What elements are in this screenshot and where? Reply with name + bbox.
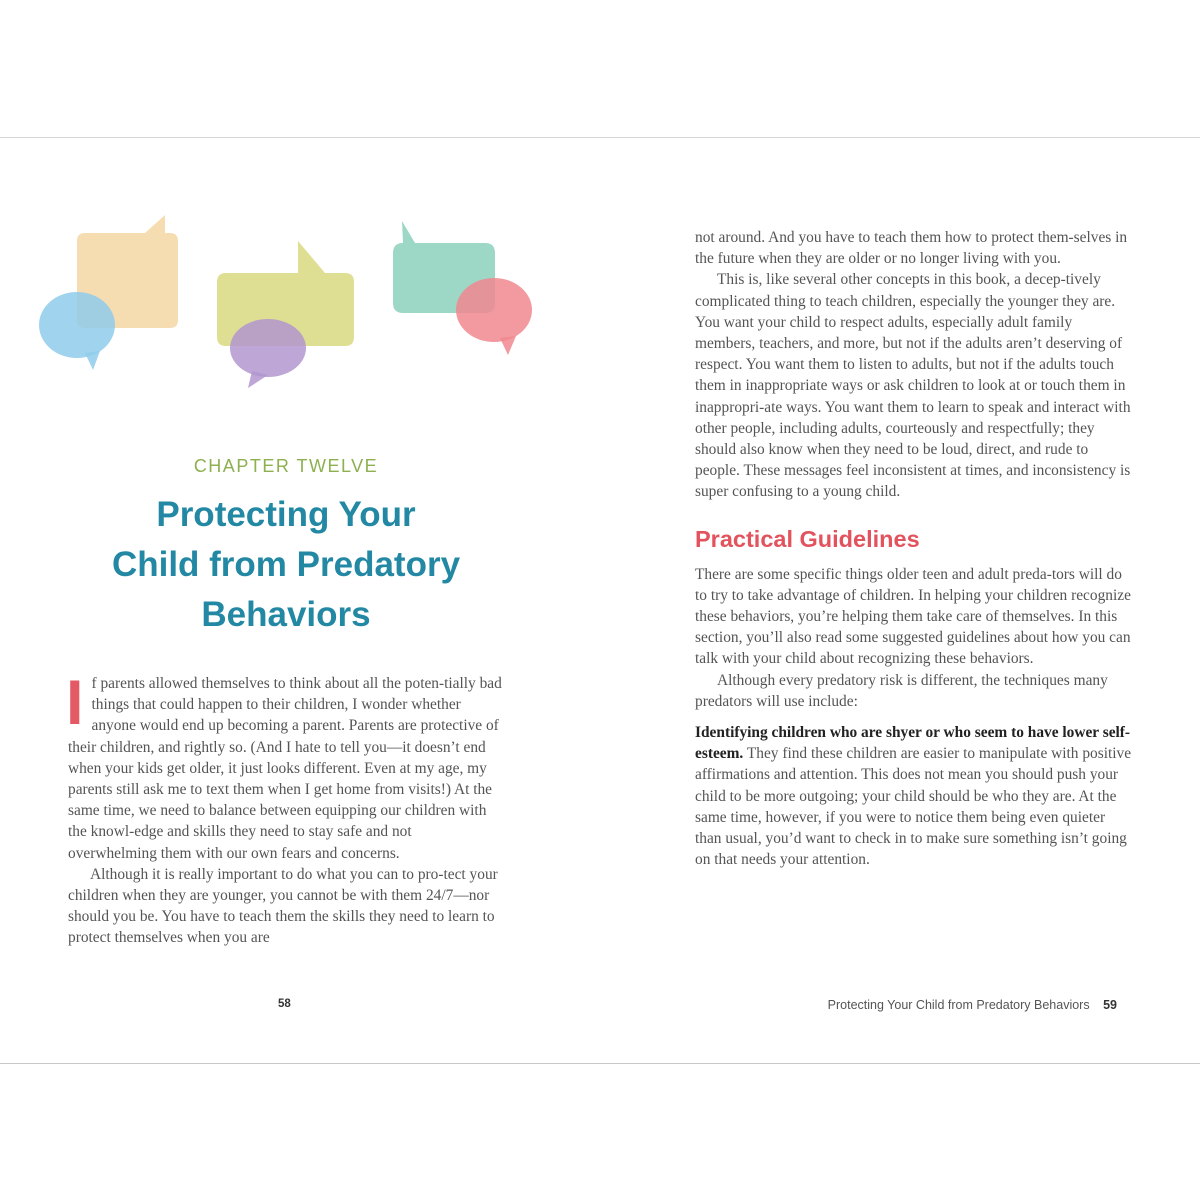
left-page	[0, 138, 600, 1063]
running-head	[828, 998, 1117, 1012]
page-number: 59	[1103, 998, 1117, 1012]
chapter-title-line: Behaviors	[201, 595, 371, 634]
left-body-text	[66, 668, 504, 949]
purple-speech-bubble	[230, 319, 306, 377]
drop-cap: I	[66, 668, 84, 738]
chapter-title-line: Protecting Your	[156, 495, 416, 534]
running-head-title: Protecting Your Child from Predatory Behaviors	[827, 998, 1090, 1012]
chapter-title	[60, 490, 512, 640]
blue-speech-bubble	[39, 292, 115, 358]
paragraph: There are some specific things older teen and adult preda-tors will do to try to take advantage of children. In helping your children recognize these behaviors, you’re helping them take care of themselves. In this section, you’ll also read some suggested guidelines about how you can talk with your child about recognizing these behaviors.	[695, 565, 1131, 668]
chapter-title-line: Child from Predatory	[111, 545, 461, 584]
chapter-label: CHAPTER TWELVE	[193, 456, 379, 476]
opening-paragraph	[66, 668, 504, 864]
paragraph-text: f parents allowed themselves to think about all the poten-tially bad things that could happen to their children, I wonder whether anyone would end up becoming a parent. Parents are protective of their children, and rightly so. (And I hate to tell you—it doesn’t end when your kids get older, it just looks different. Even at my age, my parents still ask me to text them when I get home from visits!) At the same time, we need to balance between equipping our children with the knowl-edge and skills they need to stay safe and not overwhelming them with our own fears and concerns.	[68, 675, 502, 862]
paragraph: This is, like several other concepts in this book, a decep-tively complicated thing to teach children, especially the younger they are. You want your child to respect adults, especially adult family members, teachers, and more, but not if the adults aren’t deserving of respect. You want them to listen to adults, but not if the adults touch them in inappropriate ways or ask children to look at or touch them in inappropri-ate ways. You want them to learn to speak and interact with other people, including adults, courteously and respectfully; they should also know when they need to be loud, direct, and rude to people. These messages feel inconsistent at times, and inconsistency is super confusing to a young child.	[695, 271, 1131, 501]
paragraph: not around. And you have to teach them how to protect them-selves in the future when they are older or no longer living with you.	[695, 229, 1128, 268]
right-body-text	[695, 227, 1135, 870]
pink-speech-bubble	[456, 278, 532, 342]
speech-bubbles-icon	[30, 203, 550, 393]
item-lead: Identifying children who are shyer or who seem to have lower self-esteem.	[695, 724, 1131, 763]
section-heading: Practical Guidelines	[695, 525, 920, 552]
list-item	[695, 722, 1135, 870]
paragraph: Although every predatory risk is different, the techniques many predators will use include:	[695, 671, 1108, 710]
item-text: They find these children are easier to manipulate with positive affirmations and attention. This does not mean you should push your child to be more outgoing; your child should be who they are. At the same time, however, if you were to notice them being even quieter than usual, you’d want to check in to make sure something isn’t going on that needs your attention.	[695, 745, 1132, 869]
right-page	[600, 138, 1200, 1063]
book-spread	[0, 137, 1200, 1064]
page-number: 58	[278, 998, 291, 1010]
paragraph: Although it is really important to do what you can to pro-tect your children when they are younger, you cannot be with them 24/7—nor should you be. You have to teach them the skills they need to learn to protect themselves when you are	[68, 865, 498, 947]
